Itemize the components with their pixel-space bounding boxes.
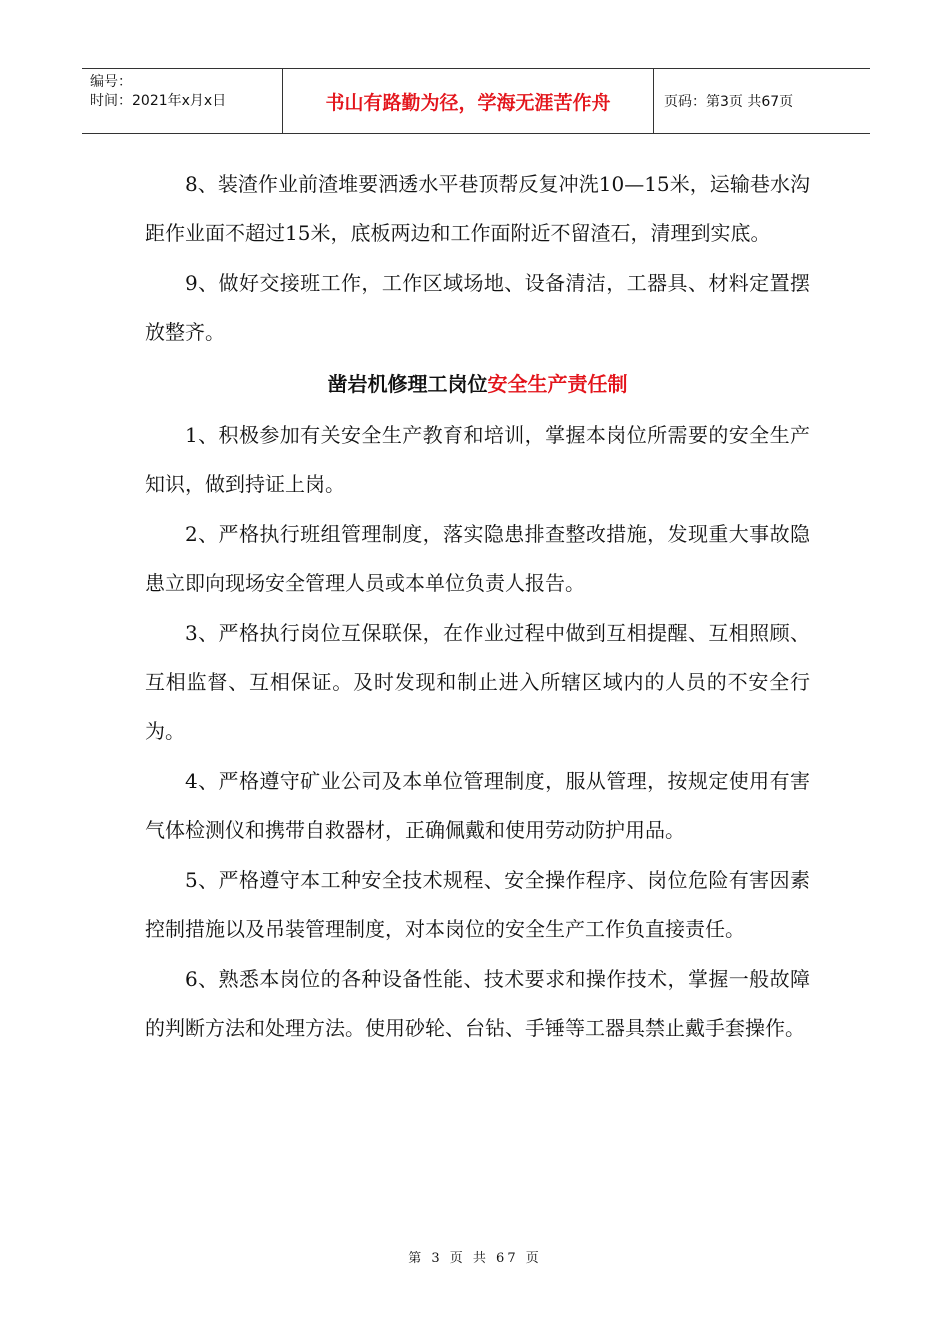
section-title-red: 安全生产责任制	[487, 372, 628, 396]
paragraph: 6、熟悉本岗位的各种设备性能、技术要求和操作技术，掌握一般故障的判断方法和处理方法。使用砂轮、台钻、手锤等工器具禁止戴手套操作。	[145, 967, 810, 1040]
paragraph: 9、做好交接班工作，工作区域场地、设备清洁，工器具、材料定置摆放整齐。	[145, 271, 810, 344]
header-number-label: 编号：	[90, 74, 132, 90]
paragraph: 2、严格执行班组管理制度，落实隐患排查整改措施，发现重大事故隐患立即向现场安全管理人员或本单位负责人报告。	[145, 522, 810, 595]
paragraph: 5、严格遵守本工种安全技术规程、安全操作程序、岗位危险有害因素控制措施以及吊装管理制度，对本岗位的安全生产工作负直接责任。	[145, 868, 810, 941]
page-header	[82, 68, 870, 134]
header-time-label: 时间：2021年x月x日	[90, 93, 227, 109]
section-title	[145, 358, 810, 410]
document-body	[145, 160, 810, 1054]
paragraph: 1、积极参加有关安全生产教育和培训，掌握本岗位所需要的安全生产知识，做到持证上岗。	[145, 423, 810, 496]
header-page-info: 页码：第3页 共67页	[664, 94, 794, 110]
paragraph: 3、严格执行岗位互保联保，在作业过程中做到互相提醒、互相照顾、互相监督、互相保证。及时发现和制止进入所辖区域内的人员的不安全行为。	[145, 621, 810, 743]
section-title-black: 凿岩机修理工岗位	[327, 372, 488, 396]
paragraph: 8、装渣作业前渣堆要洒透水平巷顶帮反复冲洗10—15米，运输巷水沟距作业面不超过15米，底板两边和工作面附近不留渣石，清理到实底。	[145, 172, 810, 245]
page-footer: 第 3 页 共 67 页	[408, 1251, 542, 1266]
paragraph: 4、严格遵守矿业公司及本单位管理制度，服从管理，按规定使用有害气体检测仪和携带自救器材，正确佩戴和使用劳动防护用品。	[145, 769, 810, 842]
header-motto: 书山有路勤为径，学海无涯苦作舟	[283, 69, 654, 133]
header-meta	[82, 69, 283, 133]
